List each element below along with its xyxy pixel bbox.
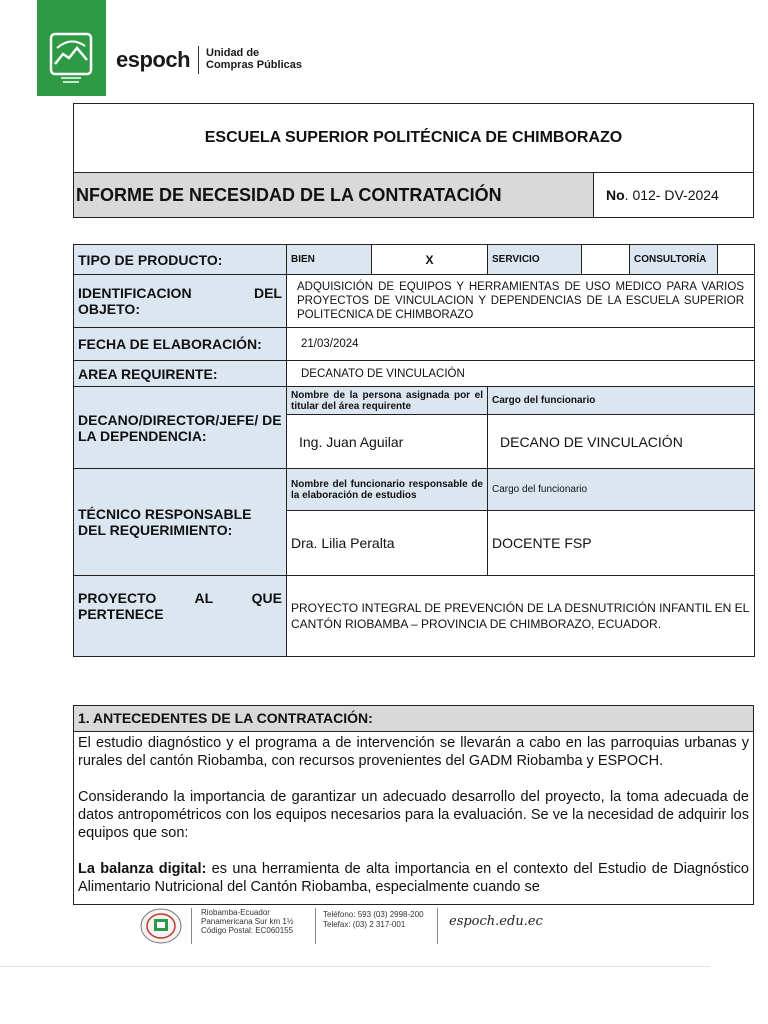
footer-contact — [323, 910, 424, 930]
unit-name — [206, 47, 302, 71]
footer-fax: Telefax: (03) 2 317-001 — [323, 920, 406, 929]
page-bottom-rule — [0, 966, 710, 967]
consultoria-option: CONSULTORÍA — [630, 245, 718, 275]
product-type-label: TIPO DE PRODUCTO: — [74, 245, 287, 275]
project-value: PROYECTO INTEGRAL DE PREVENCIÓN DE LA DESNUTRICIÓN INFANTIL EN EL CANTÓN RIOBAMBA – PROVINCIA DE CHIMBORAZO, ECUADOR. — [287, 576, 755, 657]
dean-position-header: Cargo del funcionario — [488, 387, 755, 415]
tech-position: DOCENTE FSP — [488, 511, 755, 576]
servicio-option: SERVICIO — [488, 245, 582, 275]
report-number-value: . 012- DV-2024 — [624, 187, 719, 203]
bien-option: BIEN — [287, 245, 372, 275]
section-body — [74, 732, 753, 905]
paragraph-2: Considerando la importancia de garantizar un adecuado desarrollo del proyecto, la toma adecuada de datos antropométricos con los equipos necesarios para la evaluación. Se ve la necesidad de adquirir los equipos que son: — [78, 789, 749, 841]
brand-name: espoch — [116, 47, 191, 72]
object-label-line-2: OBJETO: — [78, 301, 140, 317]
espoch-logo — [37, 0, 106, 96]
date-label: FECHA DE ELABORACIÓN: — [74, 328, 287, 361]
footer-address — [201, 908, 294, 935]
section-heading: 1. ANTECEDENTES DE LA CONTRATACIÓN: — [74, 706, 753, 732]
institution-name: ESCUELA SUPERIOR POLITÉCNICA DE CHIMBORAZO — [74, 104, 754, 173]
footer-website: espoch.edu.ec — [449, 914, 543, 929]
footer-address-line-1: Riobamba-Ecuador — [201, 908, 270, 917]
tech-name: Dra. Lilia Peralta — [287, 511, 488, 576]
paragraph-1: El estudio diagnóstico y el programa a de intervención se llevarán a cabo en las parroquias urbanas y rurales del cantón Riobamba, con recursos provenientes del GADM Riobamba y ESPOCH. — [78, 735, 749, 769]
footer-address-line-2: Panamericana Sur km 1½ — [201, 917, 294, 926]
area-label: AREA REQUIRENTE: — [74, 361, 287, 387]
date-value: 21/03/2024 — [287, 328, 755, 361]
report-number — [594, 173, 754, 218]
footer-divider-2 — [315, 908, 316, 944]
dean-position: DECANO DE VINCULACIÓN — [488, 415, 755, 469]
report-title: NFORME DE NECESIDAD DE LA CONTRATACIÓN — [74, 173, 594, 218]
project-label-line-1: PROYECTO AL QUE — [78, 590, 282, 606]
servicio-mark — [582, 245, 630, 275]
dean-name-header: Nombre de la persona asignada por el titular del área requirente — [287, 387, 488, 415]
unit-line-2: Compras Públicas — [206, 59, 302, 71]
bien-mark: X — [372, 245, 488, 275]
object-value: ADQUISICIÓN DE EQUIPOS Y HERRAMIENTAS DE USO MEDICO PARA VARIOS PROYECTOS DE VINCULACION Y DEPENDENCIAS DE LA ESCUELA SUPERIOR POLITECNICA DE CHIMBORAZO — [287, 275, 755, 328]
page-footer — [137, 906, 543, 946]
paragraph-3-bold: La balanza digital: — [78, 861, 207, 877]
antecedentes-section — [73, 705, 754, 905]
tech-name-header: Nombre del funcionario responsable de la elaboración de estudios — [287, 469, 488, 511]
paragraph-3 — [78, 860, 749, 896]
paragraph-3-text: es una herramienta de alta importancia en el contexto del Estudio de Diagnóstico Alimentario Nutricional del Cantón Riobamba, especialmente cuando se — [78, 861, 749, 895]
brand-divider — [198, 46, 199, 74]
tech-label: TÉCNICO RESPONSABLE DEL REQUERIMIENTO: — [74, 469, 287, 576]
dean-name: Ing. Juan Aguilar — [287, 415, 488, 469]
dean-label: DECANO/DIRECTOR/JEFE/ DE LA DEPENDENCIA: — [74, 387, 287, 469]
footer-divider-3 — [437, 908, 438, 944]
footer-address-line-3: Código Postal: EC060155 — [201, 926, 294, 935]
area-value: DECANATO DE VINCULACIÓN — [287, 361, 755, 387]
info-table — [73, 244, 755, 657]
project-label-line-2: PERTENECE — [78, 606, 164, 622]
unit-line-1: Unidad de — [206, 47, 260, 59]
report-number-label: No — [606, 187, 625, 203]
object-label — [74, 275, 287, 328]
object-label-line-1: IDENTIFICACION DEL — [78, 285, 282, 301]
espoch-emblem-icon — [37, 0, 106, 96]
institution-seal-icon — [139, 908, 183, 944]
project-label — [74, 576, 287, 657]
title-table — [73, 103, 754, 218]
consultoria-mark — [718, 245, 755, 275]
footer-divider-1 — [191, 908, 192, 944]
tech-position-header: Cargo del funcionario — [488, 469, 755, 511]
footer-phone: Teléfono: 593 (03) 2998-200 — [323, 910, 424, 919]
